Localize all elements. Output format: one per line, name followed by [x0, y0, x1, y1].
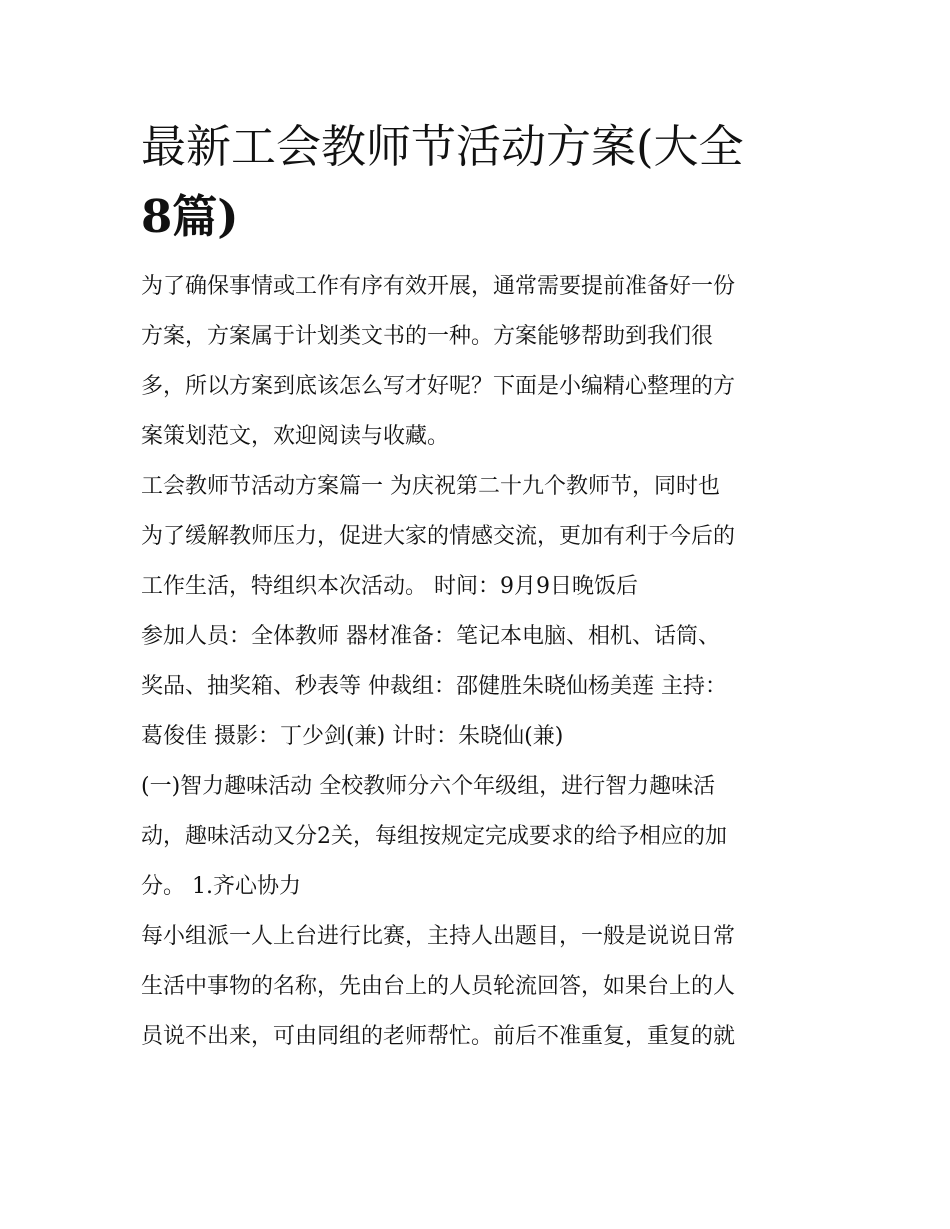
text-line: 参加人员：全体教师 器材准备：笔记本电脑、相机、话筒、: [141, 624, 720, 649]
text-line: 员说不出来，可由同组的老师帮忙。前后不准重复，重复的就: [141, 1024, 736, 1049]
text-line: 每小组派一人上台进行比赛，主持人出题目，一般是说说日常: [141, 924, 736, 949]
paragraph-intro: [141, 262, 821, 462]
text-line: 为了确保事情或工作有序有效开展，通常需要提前准备好一份: [141, 274, 736, 299]
text-line: 生活中事物的名称，先由台上的人员轮流回答，如果台上的人: [141, 974, 736, 999]
title-line-2: 8篇): [141, 190, 239, 243]
text-line: 分。 1.齐心协力: [141, 874, 301, 899]
text-line: 动，趣味活动又分2关，每组按规定完成要求的给予相应的加: [141, 824, 727, 849]
text-line: 方案，方案属于计划类文书的一种。方案能够帮助到我们很: [141, 324, 714, 349]
paragraph-activity: [141, 762, 821, 912]
text-line: 工会教师节活动方案篇一 为庆祝第二十九个教师节，同时也: [141, 474, 720, 499]
title-line-1: 最新工会教师节活动方案(大全: [141, 120, 744, 173]
text-line: (一)智力趣味活动 全校教师分六个年级组，进行智力趣味活: [141, 774, 716, 799]
text-line: 葛俊佳 摄影：丁少剑(兼) 计时：朱晓仙(兼): [141, 724, 564, 749]
text-line: 案策划范文，欢迎阅读与收藏。: [141, 424, 450, 449]
text-line: 工作生活，特组织本次活动。 时间：9月9日晚饭后: [141, 574, 638, 599]
paragraph-plan-one: [141, 462, 821, 612]
text-line: 多，所以方案到底该怎么写才好呢？下面是小编精心整理的方: [141, 374, 736, 399]
text-line: 奖品、抽奖箱、秒表等 仲裁组：邵健胜朱晓仙杨美莲 主持：: [141, 674, 727, 699]
document-title: [141, 112, 821, 252]
paragraph-participants: [141, 612, 821, 762]
paragraph-rules: [141, 912, 821, 1062]
document-body: [141, 112, 821, 1062]
text-line: 为了缓解教师压力，促进大家的情感交流，更加有利于今后的: [141, 524, 736, 549]
